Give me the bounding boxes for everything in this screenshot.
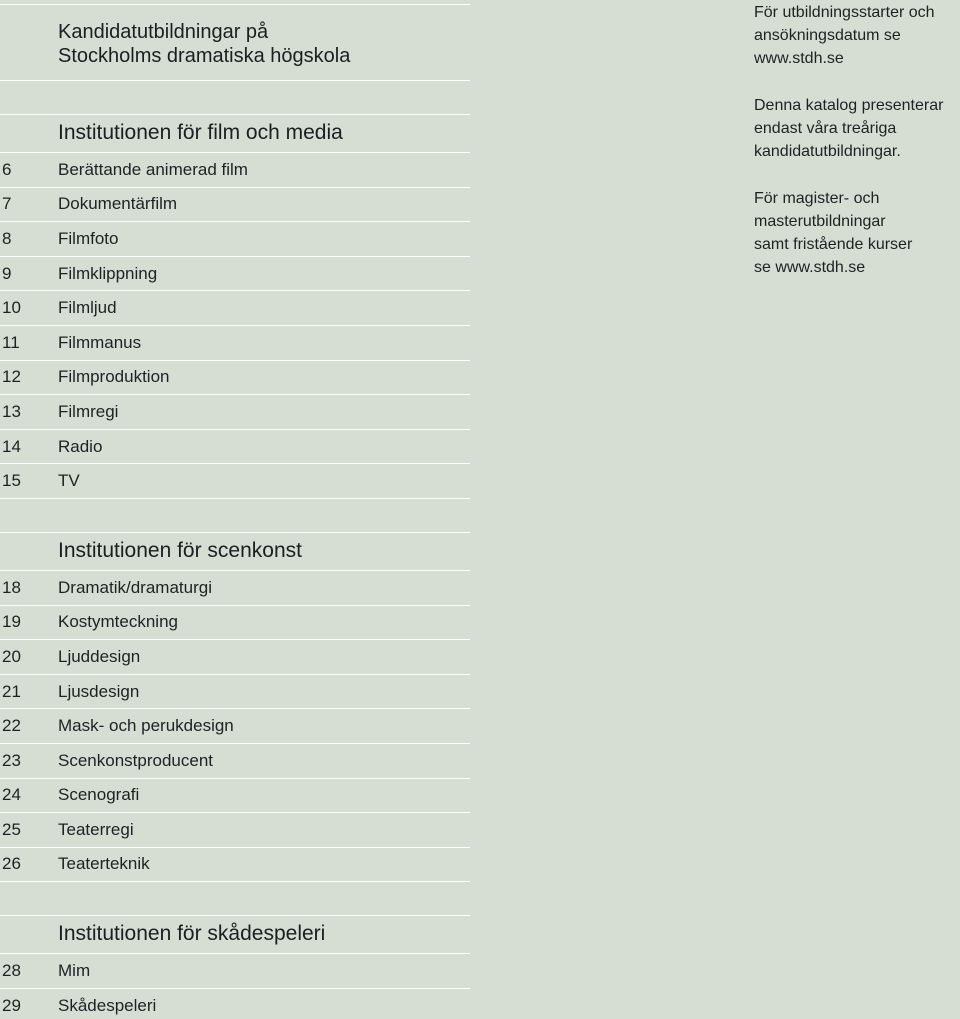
list-item: [0, 606, 470, 640]
list-item: [0, 395, 470, 429]
item-name: Filmmanus: [58, 332, 142, 352]
item-number: 9: [2, 263, 12, 283]
item-number: 26: [2, 854, 21, 874]
info-line: Denna katalog presenterar: [754, 97, 944, 114]
info-dates: [754, 1, 960, 70]
list-item: [0, 709, 470, 743]
list-item: [0, 361, 470, 395]
item-number: 10: [2, 298, 21, 318]
section-title-film-media: Institutionen för film och media: [58, 121, 343, 144]
item-name: Dramatik/dramaturgi: [58, 577, 212, 597]
item-number: 29: [2, 995, 21, 1015]
item-name: Kostymteckning: [58, 612, 178, 632]
item-number: 25: [2, 819, 21, 839]
info-link[interactable]: se www.stdh.se: [754, 259, 866, 276]
item-name: Ljuddesign: [58, 646, 141, 666]
item-name: Filmregi: [58, 401, 119, 421]
info-master: [754, 187, 960, 279]
item-number: 24: [2, 785, 21, 805]
program-list: [0, 0, 470, 1019]
item-name: TV: [58, 471, 80, 491]
item-name: Teaterregi: [58, 819, 134, 839]
list-item: [0, 291, 470, 325]
list-item: [0, 779, 470, 813]
title-line-2: Stockholms dramatiska högskola: [58, 45, 351, 67]
info-line: För magister- och: [754, 190, 880, 207]
info-link[interactable]: www.stdh.se: [754, 50, 844, 67]
item-number: 12: [2, 367, 21, 387]
item-number: 21: [2, 681, 21, 701]
info-line: kandidatutbildningar.: [754, 143, 901, 160]
item-name: Berättande animerad film: [58, 159, 248, 179]
item-name: Filmfoto: [58, 228, 119, 248]
item-number: 19: [2, 612, 21, 632]
list-item: [0, 954, 470, 988]
item-number: 15: [2, 471, 21, 491]
list-item: [0, 222, 470, 256]
info-line: samt fristående kurser: [754, 236, 913, 253]
section-skadespeleri-list: [0, 953, 470, 1019]
section-title-scenkonst: Institutionen för scenkonst: [58, 538, 302, 562]
list-item: [0, 571, 470, 605]
item-number: 14: [2, 436, 21, 456]
page-title: [0, 5, 470, 80]
list-item: [0, 188, 470, 222]
item-name: Dokumentärfilm: [58, 194, 178, 214]
section-film-media-list: [0, 152, 470, 499]
item-number: 23: [2, 750, 21, 770]
item-number: 11: [2, 332, 20, 352]
item-name: Ljusdesign: [58, 681, 140, 701]
list-item: [0, 813, 470, 847]
section-scenkonst-list: [0, 570, 470, 882]
item-name: Scenografi: [58, 785, 140, 805]
item-name: Mask- och perukdesign: [58, 716, 234, 736]
list-item: [0, 326, 470, 360]
list-item: [0, 744, 470, 778]
info-line: masterutbildningar: [754, 213, 886, 230]
item-number: 13: [2, 401, 21, 421]
list-item: [0, 675, 470, 709]
title-line-1: Kandidatutbildningar på: [58, 21, 269, 43]
item-name: Filmljud: [58, 298, 117, 318]
item-number: 28: [2, 961, 21, 981]
item-name: Scenkonstproducent: [58, 750, 213, 770]
info-catalog: [754, 94, 960, 163]
item-name: Skådespeleri: [58, 995, 157, 1015]
item-name: Teaterteknik: [58, 854, 150, 874]
item-number: 18: [2, 577, 21, 597]
info-line: ansökningsdatum se: [754, 27, 901, 44]
item-number: 7: [2, 194, 12, 214]
item-number: 20: [2, 646, 21, 666]
item-name: Filmproduktion: [58, 367, 170, 387]
list-item: [0, 153, 470, 187]
item-name: Radio: [58, 436, 103, 456]
item-number: 22: [2, 716, 21, 736]
item-number: 8: [2, 228, 12, 248]
section-title-skadespeleri: Institutionen för skådespeleri: [58, 922, 326, 946]
list-item: [0, 464, 470, 498]
list-item: [0, 848, 470, 882]
info-line: För utbildningsstarter och: [754, 4, 935, 21]
info-line: endast våra treåriga: [754, 120, 897, 137]
list-item: [0, 989, 470, 1019]
list-item: [0, 257, 470, 291]
item-name: Filmklippning: [58, 263, 158, 283]
list-item: [0, 640, 470, 674]
item-name: Mim: [58, 961, 91, 981]
list-item: [0, 430, 470, 464]
item-number: 6: [2, 159, 12, 179]
info-sidebar: [754, 0, 960, 279]
